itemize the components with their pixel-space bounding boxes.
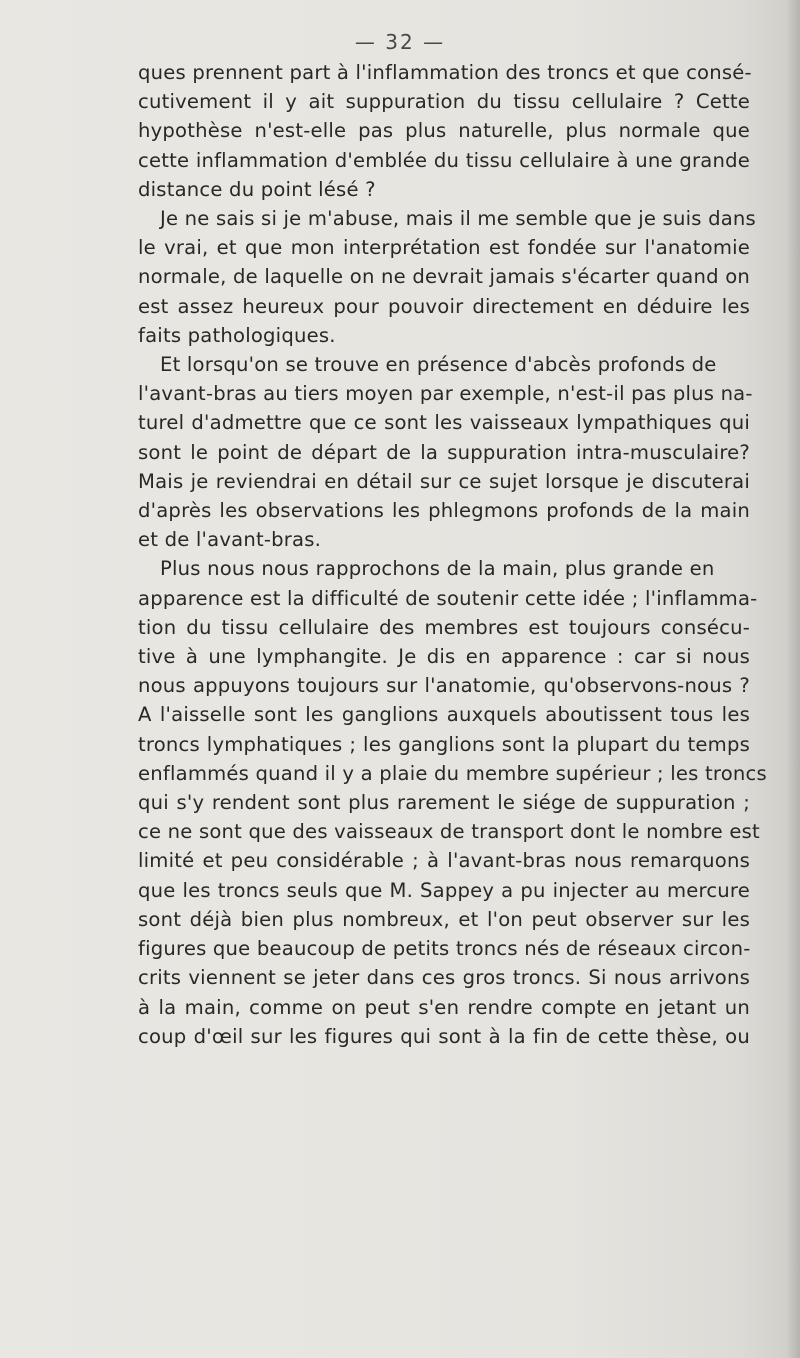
text-line: sont déjà bien plus nombreux, et l'on peut observer sur les: [138, 907, 750, 931]
text-line: limité et peu considérable ; à l'avant-bras nous remarquons: [138, 849, 750, 873]
page-number-header: — 32 —: [354, 30, 446, 54]
text-line: A l'aisselle sont les ganglions auxquels aboutissent tous les: [138, 703, 750, 727]
text-line: distance du point lésé ?: [138, 177, 376, 201]
text-line: à la main, comme on peut s'en rendre compte en jetant un: [138, 995, 750, 1019]
page-edge-shadow: [786, 0, 800, 1358]
text-line: Je ne sais si je m'abuse, mais il me semble que je suis dans: [160, 207, 756, 231]
text-line: et de l'avant-bras.: [138, 528, 322, 552]
body-text: [138, 58, 767, 1051]
text-line: l'avant-bras au tiers moyen par exemple, n'est-il pas plus na-: [138, 382, 753, 406]
text-line: Plus nous nous rapprochons de la main, plus grande en: [160, 557, 715, 581]
text-line: turel d'admettre que ce sont les vaisseaux lympathiques qui: [138, 411, 750, 435]
text-line: est assez heureux pour pouvoir directement en déduire les: [138, 294, 750, 318]
text-line: tion du tissu cellulaire des membres est toujours consécu-: [138, 615, 750, 639]
text-line: faits pathologiques.: [138, 323, 336, 347]
text-line: ques prennent part à l'inflammation des troncs et que consé-: [138, 61, 752, 84]
text-line: crits viennent se jeter dans ces gros troncs. Si nous arrivons: [138, 966, 750, 990]
text-line: normale, de laquelle on ne devrait jamais s'écarter quand on: [138, 265, 750, 289]
text-line: apparence est la difficulté de soutenir cette idée ; l'inflamma-: [138, 586, 758, 610]
text-line: cutivement il y ait suppuration du tissu cellulaire ? Cette: [138, 90, 750, 114]
text-line: tive à une lymphangite. Je dis en apparence : car si nous: [138, 645, 750, 669]
text-line: Et lorsqu'on se trouve en présence d'abcès profonds de: [160, 353, 717, 377]
text-line: nous appuyons toujours sur l'anatomie, qu'observons-nous ?: [138, 674, 750, 698]
text-line: coup d'œil sur les figures qui sont à la fin de cette thèse, ou: [138, 1024, 750, 1048]
text-line: ce ne sont que des vaisseaux de transport dont le nombre est: [138, 820, 760, 844]
text-line: troncs lymphatiques ; les ganglions sont la plupart du temps: [138, 732, 750, 756]
text-line: Mais je reviendrai en détail sur ce sujet lorsque je discuterai: [138, 469, 750, 493]
text-line: figures que beaucoup de petits troncs nés de réseaux circon-: [138, 937, 751, 961]
text-line: que les troncs seuls que M. Sappey a pu injecter au mercure: [138, 878, 750, 902]
text-line: qui s'y rendent sont plus rarement le siége de suppuration ;: [138, 791, 750, 815]
text-line: enflammés quand il y a plaie du membre supérieur ; les troncs: [138, 761, 767, 785]
text-line: le vrai, et que mon interprétation est fondée sur l'anatomie: [138, 236, 750, 260]
text-line: d'après les observations les phlegmons profonds de la main: [138, 499, 750, 523]
text-line: sont le point de départ de la suppuration intra-musculaire?: [138, 440, 750, 464]
text-line: hypothèse n'est-elle pas plus naturelle, plus normale que: [138, 119, 750, 143]
text-line: cette inflammation d'emblée du tissu cellulaire à une grande: [138, 148, 750, 172]
